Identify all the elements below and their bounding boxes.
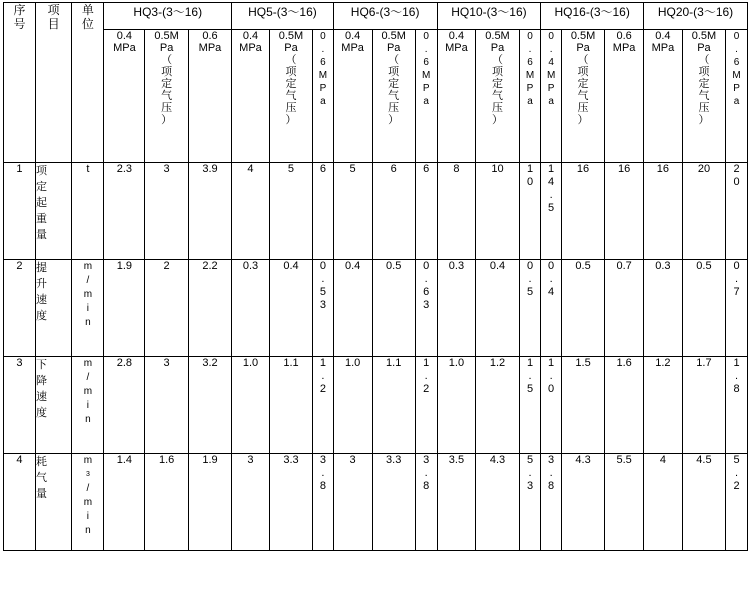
cell-value: 3 . 8	[313, 454, 334, 551]
model-group-hq16: HQ16-(3～16)	[541, 3, 644, 30]
cell-value: 4.5	[682, 454, 725, 551]
table-row	[4, 163, 748, 260]
row-item: 下 降 速 度	[35, 357, 72, 454]
row-unit: m / m i n	[72, 260, 104, 357]
row-item: 项 定 起 重 量	[35, 163, 72, 260]
cell-value: 1.1	[372, 357, 415, 454]
row-item: 耗 气 量	[35, 454, 72, 551]
cell-value: 6	[415, 163, 437, 260]
cell-value: 16	[561, 163, 604, 260]
unit-header-char-1: 单	[81, 3, 94, 17]
cell-value: 2	[145, 260, 188, 357]
pressure-header-hq6-04: 0.4 MPa	[333, 30, 372, 163]
pressure-header-hq20-06: 0 . 6 M P a	[726, 30, 748, 163]
cell-value: 0.3	[437, 260, 476, 357]
cell-value: 0.5	[561, 260, 604, 357]
pressure-header-hq5-05: 0.5M Pa （ 项 定 气 压 ）	[269, 30, 312, 163]
cell-value: 1.5	[561, 357, 604, 454]
cell-value: 0.7	[605, 260, 644, 357]
cell-value: 0.4	[333, 260, 372, 357]
cell-value: 1.6	[145, 454, 188, 551]
cell-value: 5 . 3	[519, 454, 541, 551]
unit-header-char-2: 位	[81, 17, 94, 31]
cell-value: 2.3	[104, 163, 145, 260]
cell-value: 0 . 5 3	[313, 260, 334, 357]
model-group-hq5: HQ5-(3～16)	[232, 3, 334, 30]
index-header-char-2: 号	[13, 17, 26, 31]
row-index: 2	[4, 260, 36, 357]
cell-value: 1 . 5	[519, 357, 541, 454]
cell-value: 3.9	[188, 163, 231, 260]
cell-value: 3 . 8	[541, 454, 562, 551]
cell-value: 3.2	[188, 357, 231, 454]
cell-value: 3	[145, 163, 188, 260]
pressure-header-hq10-05: 0.5M Pa （ 项 定 气 压 ）	[476, 30, 519, 163]
pressure-header-hq3-04: 0.4 MPa	[104, 30, 145, 163]
cell-value: 1.2	[644, 357, 683, 454]
cell-value: 1.2	[476, 357, 519, 454]
cell-value: 0.5	[682, 260, 725, 357]
header-row-groups	[4, 3, 748, 30]
cell-value: 0.4	[476, 260, 519, 357]
cell-value: 4.3	[561, 454, 604, 551]
cell-value: 0.4	[269, 260, 312, 357]
cell-value: 0.3	[644, 260, 683, 357]
cell-value: 3.5	[437, 454, 476, 551]
cell-value: 3.3	[269, 454, 312, 551]
cell-value: 8	[437, 163, 476, 260]
cell-value: 4	[232, 163, 270, 260]
pressure-header-hq20-04: 0.4 MPa	[644, 30, 683, 163]
cell-value: 4	[644, 454, 683, 551]
cell-value: 1 4 . 5	[541, 163, 562, 260]
model-group-hq6: HQ6-(3～16)	[333, 3, 437, 30]
row-item: 提 升 速 度	[35, 260, 72, 357]
pressure-header-hq6-06: 0 . 6 M P a	[415, 30, 437, 163]
cell-value: 1.4	[104, 454, 145, 551]
row-unit: m 3 / m i n	[72, 454, 104, 551]
cell-value: 20	[682, 163, 725, 260]
table-row	[4, 357, 748, 454]
cell-value: 3	[232, 454, 270, 551]
row-unit: t	[72, 163, 104, 260]
cell-value: 16	[605, 163, 644, 260]
cell-value: 16	[644, 163, 683, 260]
cell-value: 3	[333, 454, 372, 551]
cell-value: 5	[333, 163, 372, 260]
pressure-header-hq20-05: 0.5M Pa （ 项 定 气 压 ）	[682, 30, 725, 163]
cell-value: 1 . 2	[313, 357, 334, 454]
item-header	[35, 3, 72, 163]
pressure-header-hq16-04: 0 . 4 M P a	[541, 30, 562, 163]
cell-value: 0 . 5	[519, 260, 541, 357]
cell-value: 1 0	[519, 163, 541, 260]
cell-value: 1.1	[269, 357, 312, 454]
pressure-header-hq10-06: 0 . 6 M P a	[519, 30, 541, 163]
pressure-header-hq3-06: 0.6 MPa	[188, 30, 231, 163]
cell-value: 0 . 6 3	[415, 260, 437, 357]
cell-value: 10	[476, 163, 519, 260]
unit-header	[72, 3, 104, 163]
cell-value: 1.7	[682, 357, 725, 454]
cell-value: 1 . 2	[415, 357, 437, 454]
row-index: 3	[4, 357, 36, 454]
pressure-header-hq5-04: 0.4 MPa	[232, 30, 270, 163]
cell-value: 5 . 2	[726, 454, 748, 551]
cell-value: 1 . 8	[726, 357, 748, 454]
pressure-header-hq10-04: 0.4 MPa	[437, 30, 476, 163]
model-group-hq20: HQ20-(3～16)	[644, 3, 748, 30]
cell-value: 1.6	[605, 357, 644, 454]
row-unit: m / m i n	[72, 357, 104, 454]
pressure-header-hq3-05: 0.5M Pa （ 项 定 气 压 ）	[145, 30, 188, 163]
specification-table	[3, 2, 748, 551]
pressure-header-hq6-05: 0.5M Pa （ 项 定 气 压 ）	[372, 30, 415, 163]
model-group-hq10: HQ10-(3～16)	[437, 3, 541, 30]
header-row-pressures	[4, 30, 748, 163]
cell-value: 6	[372, 163, 415, 260]
row-index: 4	[4, 454, 36, 551]
cell-value: 1.0	[232, 357, 270, 454]
cell-value: 0.3	[232, 260, 270, 357]
cell-value: 2.2	[188, 260, 231, 357]
pressure-header-hq5-06: 0 . 6 M P a	[313, 30, 334, 163]
table-row	[4, 260, 748, 357]
cell-value: 0 . 4	[541, 260, 562, 357]
index-header	[4, 3, 36, 163]
cell-value: 6	[313, 163, 334, 260]
index-header-char-1: 序	[13, 3, 26, 17]
cell-value: 3.3	[372, 454, 415, 551]
model-group-hq3: HQ3-(3～16)	[104, 3, 232, 30]
cell-value: 5	[269, 163, 312, 260]
cell-value: 1 . 0	[541, 357, 562, 454]
cell-value: 3	[145, 357, 188, 454]
cell-value: 5.5	[605, 454, 644, 551]
pressure-header-hq16-05: 0.5M Pa （ 项 定 气 压 ）	[561, 30, 604, 163]
cell-value: 1.9	[188, 454, 231, 551]
pressure-header-hq16-06: 0.6 MPa	[605, 30, 644, 163]
cell-value: 1.0	[437, 357, 476, 454]
cell-value: 2.8	[104, 357, 145, 454]
item-header-char-1: 项	[47, 3, 60, 17]
cell-value: 1.0	[333, 357, 372, 454]
cell-value: 4.3	[476, 454, 519, 551]
cell-value: 1.9	[104, 260, 145, 357]
spec-sheet	[0, 2, 751, 603]
item-header-char-2: 目	[47, 17, 60, 31]
cell-value: 3 . 8	[415, 454, 437, 551]
cell-value: 0 . 7	[726, 260, 748, 357]
row-index: 1	[4, 163, 36, 260]
cell-value: 0.5	[372, 260, 415, 357]
table-row	[4, 454, 748, 551]
cell-value: 2 0	[726, 163, 748, 260]
